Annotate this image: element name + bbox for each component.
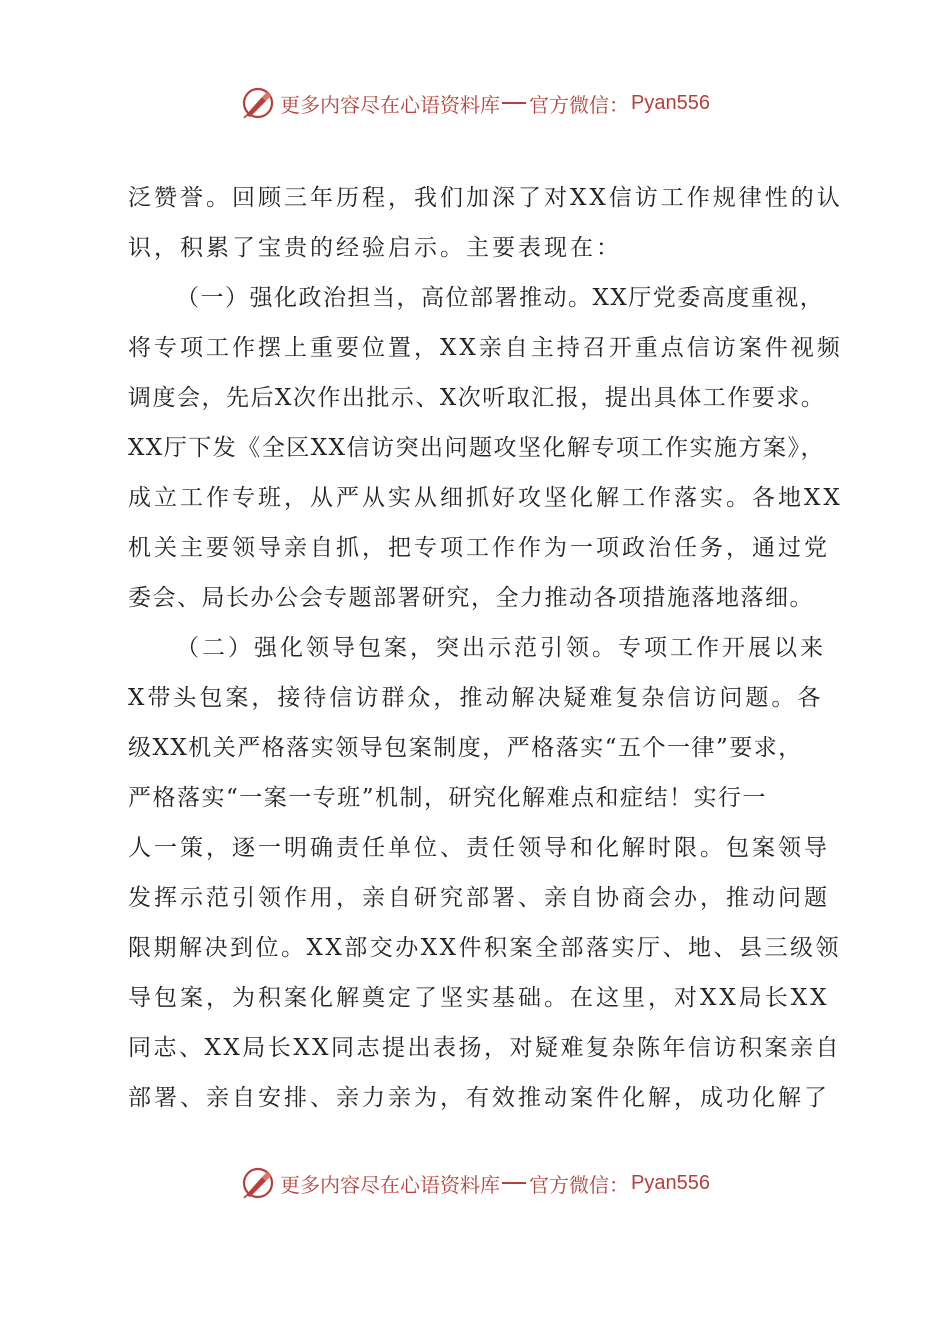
banner-dash bbox=[502, 102, 526, 104]
wechat-id: Pyan556 bbox=[631, 1171, 710, 1194]
body-line: 识，积累了宝贵的经验启示。主要表现在： bbox=[128, 235, 622, 261]
banner-dash bbox=[502, 1182, 526, 1184]
section-heading-1: （一）强化政治担当，高位部署推动。XX厅党委高度重视， bbox=[176, 285, 825, 311]
body-line: 部署、亲自安排、亲力亲为，有效推动案件化解，成功化解了 bbox=[128, 1085, 830, 1111]
body-line: 人一策，逐一明确责任单位、责任领导和化解时限。包案领导 bbox=[128, 835, 830, 861]
body-line: X带头包案，接待信访群众，推动解决疑难复杂信访问题。各 bbox=[128, 685, 824, 711]
body-line: 泛赞誉。回顾三年历程，我们加深了对XX信访工作规律性的认 bbox=[128, 185, 843, 211]
footer-watermark-banner bbox=[0, 1163, 950, 1203]
body-line: 发挥示范引领作用，亲自研究部署、亲自协商会办，推动问题 bbox=[128, 885, 830, 911]
wechat-label: 官方微信： bbox=[529, 1172, 630, 1197]
pen-logo-icon bbox=[240, 85, 276, 121]
wechat-id: Pyan556 bbox=[631, 91, 710, 114]
body-line: 将专项工作摆上重要位置，XX亲自主持召开重点信访案件视频 bbox=[128, 335, 843, 361]
body-line: 委会、局长办公会专题部署研究，全力推动各项措施落地落细。 bbox=[128, 585, 814, 611]
wechat-label: 官方微信： bbox=[529, 92, 630, 117]
body-line: 级XX机关严格落实领导包案制度，严格落实“五个一律”要求， bbox=[128, 735, 803, 761]
body-line: 调度会，先后X次作出批示、X次听取汇报，提出具体工作要求。 bbox=[128, 385, 826, 411]
body-line: 成立工作专班，从严从实从细抓好攻坚化解工作落实。各地XX bbox=[128, 485, 843, 511]
pen-logo-icon bbox=[240, 1165, 276, 1201]
brand-text: 更多内容尽在心语资料库 bbox=[280, 92, 501, 117]
body-line: 严格落实“一案一专班”机制，研究化解难点和症结！实行一 bbox=[128, 785, 768, 811]
body-line: 导包案，为积案化解奠定了坚实基础。在这里，对XX局长XX bbox=[128, 985, 830, 1011]
header-watermark-banner bbox=[0, 83, 950, 123]
document-body bbox=[128, 173, 843, 1123]
body-line: 同志、XX局长XX同志提出表扬，对疑难复杂陈年信访积案亲自 bbox=[128, 1035, 841, 1061]
body-line: 限期解决到位。XX部交办XX件积案全部落实厅、地、县三级领 bbox=[128, 935, 841, 961]
body-line: XX厅下发《全区XX信访突出问题攻坚化解专项工作实施方案》， bbox=[128, 435, 825, 461]
body-line: 机关主要领导亲自抓，把专项工作作为一项政治任务，通过党 bbox=[128, 535, 830, 561]
brand-text: 更多内容尽在心语资料库 bbox=[280, 1172, 501, 1197]
section-heading-2: （二）强化领导包案，突出示范引领。专项工作开展以来 bbox=[176, 635, 826, 661]
